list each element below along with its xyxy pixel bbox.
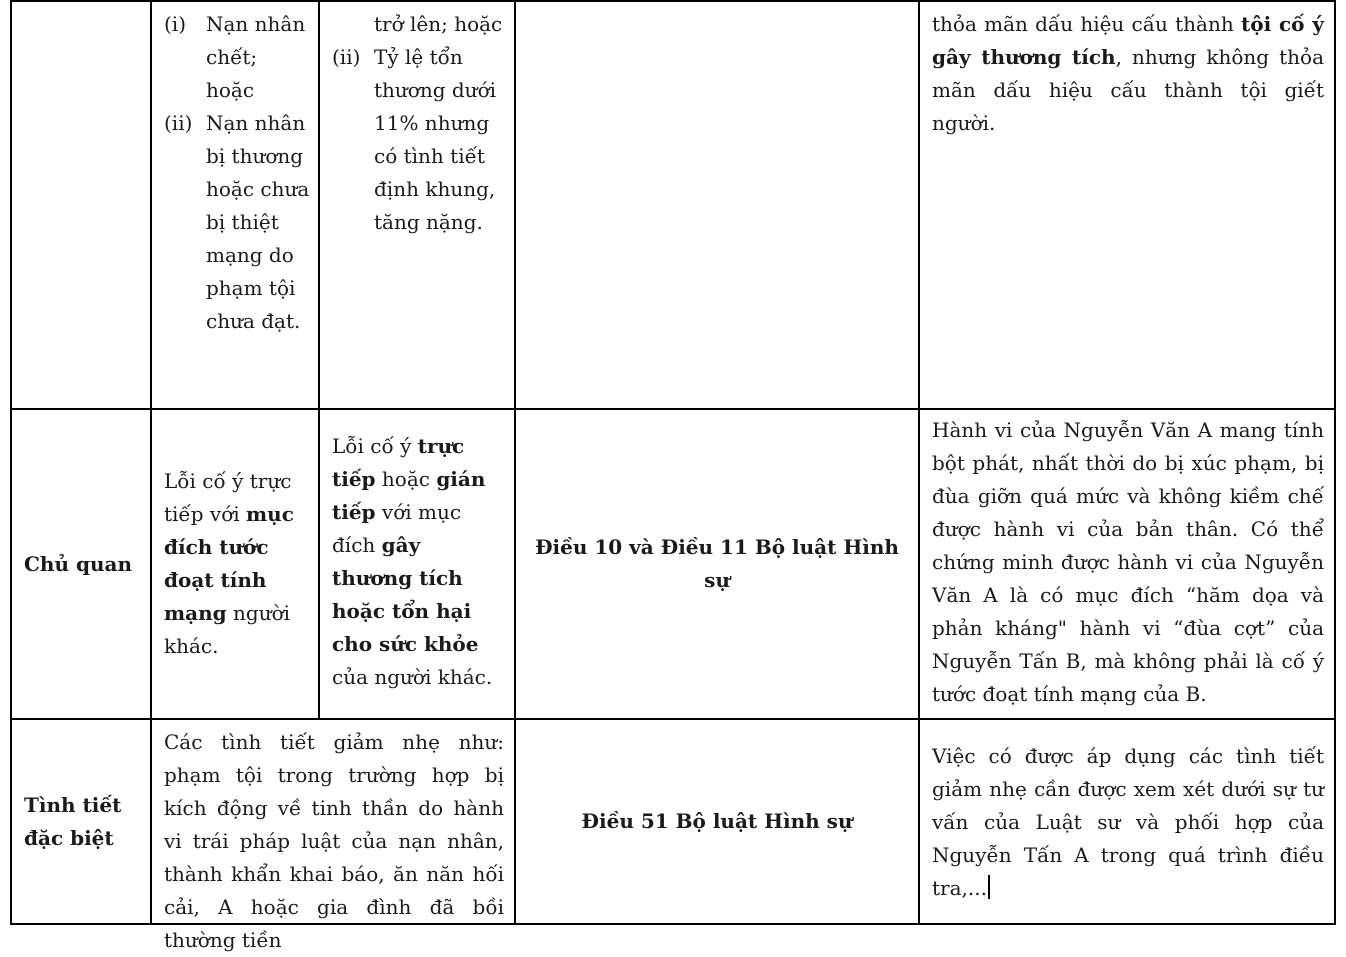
list-item (332, 41, 506, 239)
analysis-text: Hành vi của Nguyễn Văn A mang tính bột phát, nhất thời do bị xúc phạm, bị đùa giỡn quá mức và không kiềm chế được hành vi của bản thân. Có thể chứng minh được hành vi của Nguyễn Văn A là có mục đích “hăm dọa và phản kháng" hành vi “đùa cợt” của Nguyễn Tấn B, mà không phải là cố ý tước đoạt tính mạng của B. (932, 418, 1324, 706)
row-label: Chủ quan (24, 551, 132, 576)
item-text: Tỷ lệ tổn thương dưới 11% nhưng có tình tiết định khung, tăng nặng. (374, 45, 497, 234)
row2-col3-cell (514, 408, 920, 720)
row2-col4-cell (918, 408, 1336, 720)
row3-col4-cell[interactable] (918, 718, 1336, 925)
text-cursor (988, 875, 990, 899)
row1-col2-cell (318, 0, 516, 410)
row1-label-cell (10, 0, 152, 410)
item-number: (ii) (164, 111, 193, 135)
legal-reference: Điều 10 và Điều 11 Bộ luật Hình sự (535, 535, 899, 592)
item-text: Nạn nhân bị thương hoặc chưa bị thiệt mạng do phạm tội chưa đạt. (206, 111, 310, 333)
row2-col1-cell: Lỗi cố ý trực tiếp với mục đích tước đoạt tính mạng người khác. (150, 408, 320, 720)
list-item (164, 107, 310, 338)
item-number: (ii) (332, 45, 361, 69)
legal-analysis-table (10, 0, 1336, 952)
row2-col2-cell: Lỗi cố ý trực tiếp hoặc gián tiếp với mục đích gây thương tích hoặc tổn hại cho sức khỏe của người khác. (318, 408, 516, 720)
item-text: Nạn nhân chết; hoặc (206, 12, 306, 102)
mitigating-circumstances-text: Các tình tiết giảm nhẹ như: phạm tội trong trường hợp bị kích động về tinh thần do hành vi trái pháp luật của nạn nhân, thành khẩn khai báo, ăn năn hối cải, A hoặc gia đình đã bồi thường tiền (164, 730, 504, 952)
row3-col12-cell (150, 718, 516, 952)
item-number: (i) (164, 12, 187, 36)
list-item-continued (332, 8, 506, 41)
row3-col3-cell (514, 718, 920, 925)
row3-label-cell (10, 718, 152, 925)
row-label: Tình tiết đặc biệt (24, 792, 122, 850)
row1-col1-cell (150, 0, 320, 410)
row1-col4-cell (918, 0, 1336, 410)
list-item (164, 8, 310, 107)
analysis-bold-text: tội cố ý gây thương tích (932, 12, 1324, 69)
analysis-text: , nhưng không thỏa mãn dấu hiệu cấu thành tội giết người. (932, 45, 1324, 135)
row1-col3-cell (514, 0, 920, 410)
row2-label-cell (10, 408, 152, 720)
analysis-text: Việc có được áp dụng các tình tiết giảm nhẹ cần được xem xét dưới sự tư vấn của Luật sư và phối hợp của Nguyễn Tấn A trong quá trình điều tra,... (932, 744, 1324, 900)
legal-reference: Điều 51 Bộ luật Hình sự (581, 809, 853, 833)
item-text: trở lên; hoặc (374, 12, 503, 36)
analysis-text: thỏa mãn dấu hiệu cấu thành (932, 12, 1241, 36)
